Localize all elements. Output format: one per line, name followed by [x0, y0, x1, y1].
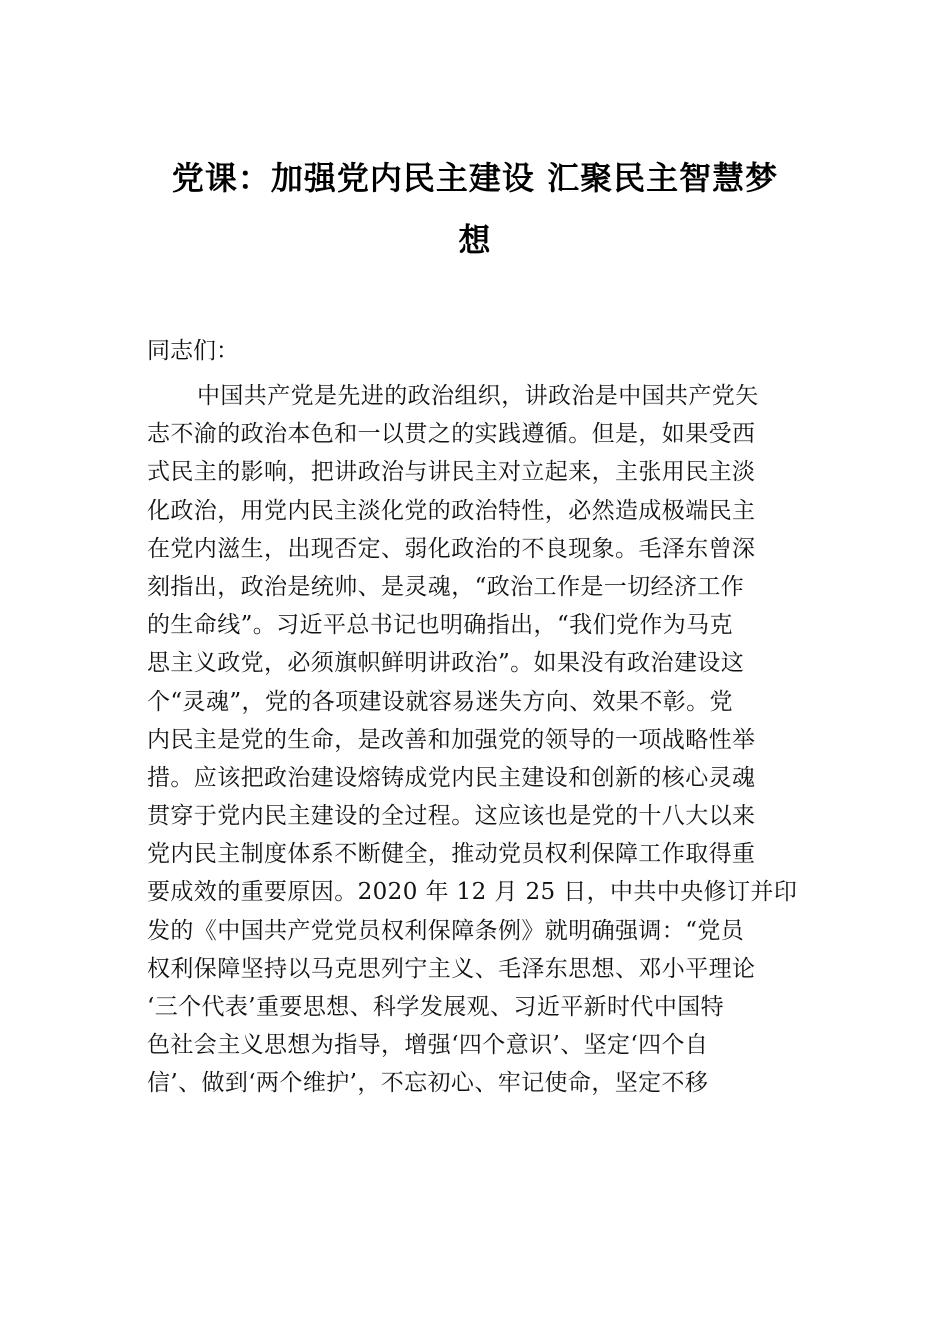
- paragraph-line: 的生命线”。习近平总书记也明确指出，“我们党作为马克: [147, 612, 733, 639]
- body-paragraph: [147, 380, 807, 1106]
- paragraph-line: 中国共产党是先进的政治组织，讲政治是中国共产党矢: [197, 383, 759, 409]
- paragraph-line: 化政治，用党内民主淡化党的政治特性，必然造成极端民主: [147, 497, 756, 524]
- paragraph-line: 信’、做到‘两个维护’，不忘初心、牢记使命，坚定不移: [147, 1070, 709, 1097]
- paragraph-line: 发的《中国共产党党员权利保障条例》就明确强调：“党员: [147, 917, 745, 944]
- title-line-2: 想: [458, 221, 492, 259]
- paragraph-line: 色社会主义思想为指导，增强‘四个意识’、坚定‘四个自: [147, 1032, 709, 1059]
- paragraph-line: 思主义政党，必须旗帜鲜明讲政治”。如果没有政治建设这: [147, 650, 745, 677]
- paragraph-line: 式民主的影响，把讲政治与讲民主对立起来，主张用民主淡: [147, 459, 756, 486]
- paragraph-line: 个“灵魂”，党的各项建设就容易迷失方向、效果不彰。党: [147, 688, 733, 715]
- paragraph-line: 要成效的重要原因。2020 年 12 月 25 日，中共中央修订并印: [147, 879, 798, 906]
- paragraph-line: 贯穿于党内民主建设的全过程。这应该也是党的十八大以来: [147, 803, 756, 830]
- paragraph-line: 在党内滋生，出现否定、弱化政治的不良现象。毛泽东曾深: [147, 535, 756, 562]
- document-title: [145, 158, 805, 260]
- paragraph-line: ‘三个代表’重要思想、科学发展观、习近平新时代中国特: [147, 994, 725, 1020]
- paragraph-line: 刻指出，政治是统帅、是灵魂，“政治工作是一切经济工作: [147, 573, 745, 600]
- paragraph-line: 党内民主制度体系不断健全，推动党员权利保障工作取得重: [147, 841, 756, 868]
- paragraph-line: 志不渝的政治本色和一以贯之的实践遵循。但是，如果受西: [147, 421, 756, 448]
- paragraph-line: 权利保障坚持以马克思列宁主义、毛泽东思想、邓小平理论: [147, 955, 756, 982]
- paragraph-line: 内民主是党的生命，是改善和加强党的领导的一项战略性举: [147, 726, 756, 753]
- salutation: 同志们：: [147, 338, 239, 364]
- title-line-1: 党课：加强党内民主建设 汇聚民主智慧梦: [171, 159, 779, 197]
- paragraph-line: 措。应该把政治建设熔铸成党内民主建设和创新的核心灵魂: [147, 764, 756, 791]
